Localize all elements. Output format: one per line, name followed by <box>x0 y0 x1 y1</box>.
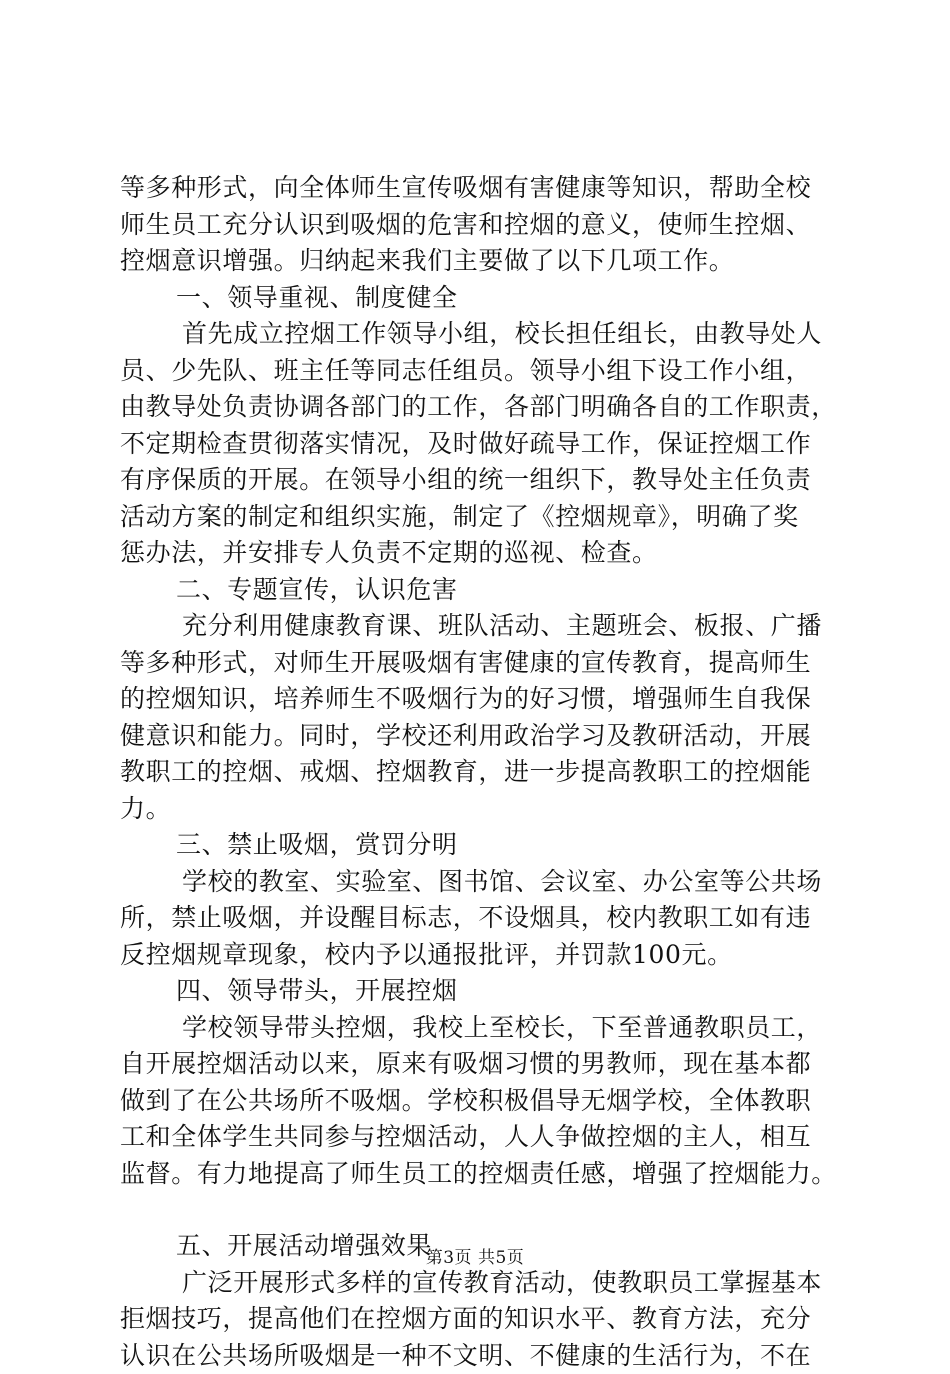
paragraph-line: 有序保质的开展。在领导小组的统一组织下，教导处主任负责 <box>120 462 842 499</box>
paragraph-line: 师生员工充分认识到吸烟的危害和控烟的意义，使师生控烟、 <box>120 207 842 244</box>
paragraph-line: 控烟意识增强。归纳起来我们主要做了以下几项工作。 <box>120 243 842 280</box>
section-heading-4: 四、领导带头，开展控烟 <box>120 973 842 1010</box>
paragraph-line: 学校领导带头控烟，我校上至校长，下至普通教职员工， <box>120 1010 842 1047</box>
paragraph-line: 不定期检查贯彻落实情况，及时做好疏导工作，保证控烟工作 <box>120 426 842 463</box>
paragraph-line: 惩办法，并安排专人负责不定期的巡视、检查。 <box>120 535 842 572</box>
paragraph-line: 拒烟技巧，提高他们在控烟方面的知识水平、教育方法，充分 <box>120 1301 842 1338</box>
paragraph-line: 首先成立控烟工作领导小组，校长担任组长，由教导处人 <box>120 316 842 353</box>
paragraph-line: 学校的教室、实验室、图书馆、会议室、办公室等公共场 <box>120 864 842 901</box>
section-heading-5: 五、开展活动增强效果 <box>120 1228 842 1265</box>
paragraph-line: 监督。有力地提高了师生员工的控烟责任感，增强了控烟能力。 <box>120 1156 842 1193</box>
page-footer: 第3页 共5页 <box>0 1243 950 1268</box>
paragraph-line: 教职工的控烟、戒烟、控烟教育，进一步提高教职工的控烟能 <box>120 754 842 791</box>
paragraph-line: 等多种形式，对师生开展吸烟有害健康的宣传教育，提高师生 <box>120 645 842 682</box>
paragraph-line: 工和全体学生共同参与控烟活动，人人争做控烟的主人，相互 <box>120 1119 842 1156</box>
paragraph-line: 认识在公共场所吸烟是一种不文明、不健康的生活行为，不在 <box>120 1338 842 1374</box>
paragraph-line: 健意识和能力。同时，学校还利用政治学习及教研活动，开展 <box>120 718 842 755</box>
section-heading-1: 一、领导重视、制度健全 <box>120 280 842 317</box>
paragraph-line: 反控烟规章现象，校内予以通报批评，并罚款100元。 <box>120 937 842 974</box>
document-body <box>120 170 842 1374</box>
paragraph-line: 活动方案的制定和组织实施，制定了《控烟规章》，明确了奖 <box>120 499 842 536</box>
paragraph-line: 自开展控烟活动以来，原来有吸烟习惯的男教师，现在基本都 <box>120 1046 842 1083</box>
paragraph-line: 充分利用健康教育课、班队活动、主题班会、板报、广播 <box>120 608 842 645</box>
paragraph-line: 所，禁止吸烟，并设醒目标志，不设烟具，校内教职工如有违 <box>120 900 842 937</box>
paragraph-line: 的控烟知识，培养师生不吸烟行为的好习惯，增强师生自我保 <box>120 681 842 718</box>
blank-line <box>120 1192 842 1228</box>
paragraph-line: 力。 <box>120 791 842 828</box>
paragraph-line: 广泛开展形式多样的宣传教育活动，使教职员工掌握基本 <box>120 1265 842 1302</box>
paragraph-line: 由教导处负责协调各部门的工作，各部门明确各自的工作职责， <box>120 389 842 426</box>
paragraph-line: 等多种形式，向全体师生宣传吸烟有害健康等知识，帮助全校 <box>120 170 842 207</box>
paragraph-line: 做到了在公共场所不吸烟。学校积极倡导无烟学校，全体教职 <box>120 1083 842 1120</box>
paragraph-line: 员、少先队、班主任等同志任组员。领导小组下设工作小组， <box>120 353 842 390</box>
section-heading-3: 三、禁止吸烟，赏罚分明 <box>120 827 842 864</box>
section-heading-2: 二、专题宣传，认识危害 <box>120 572 842 609</box>
